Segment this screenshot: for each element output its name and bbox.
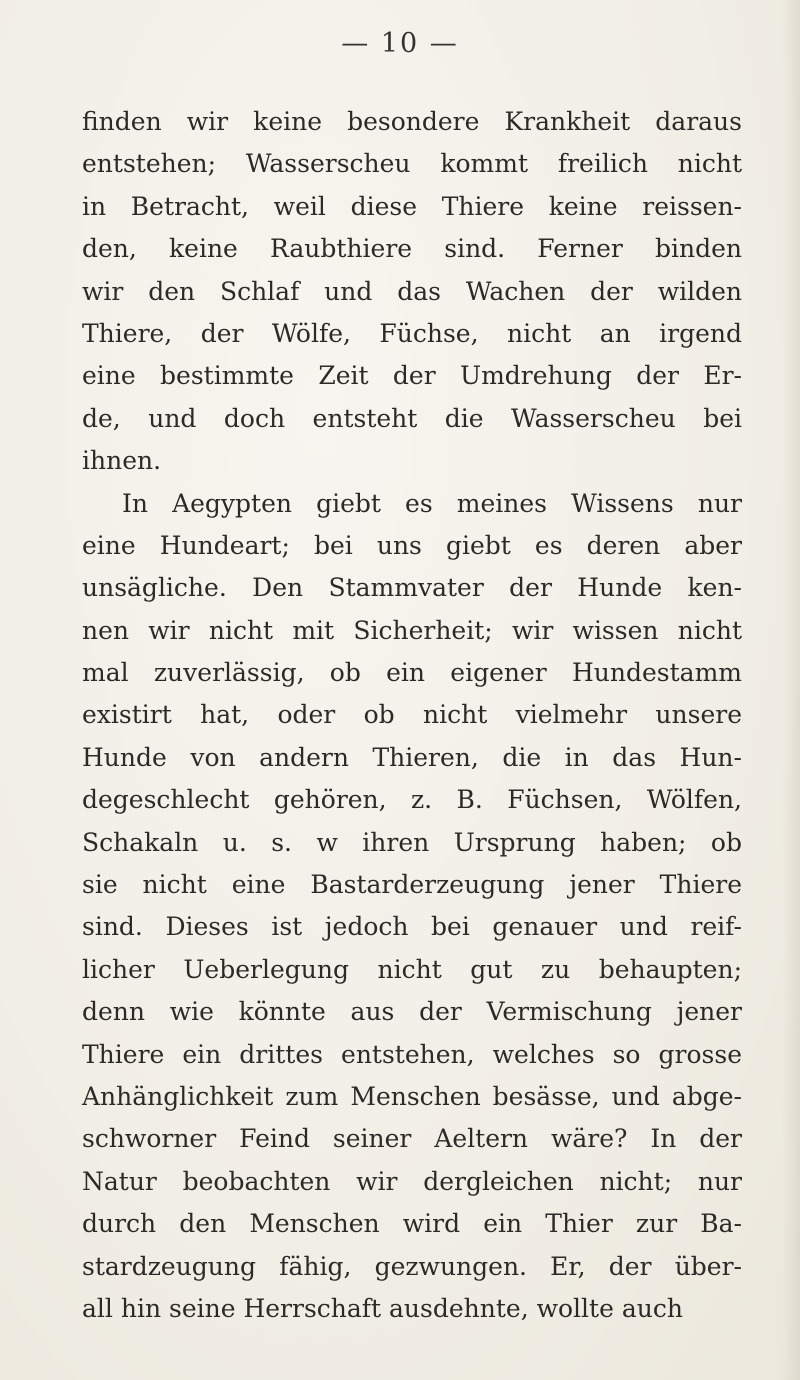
text-line: Thiere ein drittes entstehen, welches so grosse xyxy=(82,1039,742,1069)
text-line: sind. Dieses ist jedoch bei genauer und reif- xyxy=(82,912,742,942)
text-line: licher Ueberlegung nicht gut zu behaupten; xyxy=(82,954,742,984)
text-line: denn wie könnte aus der Vermischung jener xyxy=(82,997,742,1027)
text-line: eine Hundeart; bei uns giebt es deren aber xyxy=(82,530,742,560)
text-line: stardzeugung fähig, gezwungen. Er, der über- xyxy=(82,1251,742,1281)
text-line: nen wir nicht mit Sicherheit; wir wissen nicht xyxy=(82,615,742,645)
text-line: Anhänglichkeit zum Menschen besässe, und abge- xyxy=(82,1081,742,1111)
text-line: finden wir keine besondere Krankheit daraus xyxy=(82,107,742,136)
text-line: in Betracht, weil diese Thiere keine reissen- xyxy=(82,191,742,221)
text-line: den, keine Raubthiere sind. Ferner binden xyxy=(82,234,742,264)
text-line: degeschlecht gehören, z. B. Füchsen, Wölfen, xyxy=(82,785,742,815)
page-edge-shadow xyxy=(782,0,800,1380)
text-line: Hunde von andern Thieren, die in das Hun- xyxy=(82,742,742,772)
text-line: Schakaln u. s. w ihren Ursprung haben; ob xyxy=(82,827,742,857)
text-line: Natur beobachten wir dergleichen nicht; nur xyxy=(82,1166,742,1196)
body-text xyxy=(82,101,742,1330)
text-line: mal zuverlässig, ob ein eigener Hundestamm xyxy=(82,658,742,688)
text-line: unsägliche. Den Stammvater der Hunde ken- xyxy=(82,573,742,603)
text-line: de, und doch entsteht die Wasserscheu bei xyxy=(82,403,742,433)
text-line: ihnen. xyxy=(82,446,162,476)
text-line: schworner Feind seiner Aeltern wäre? In der xyxy=(82,1124,742,1154)
text-line: durch den Menschen wird ein Thier zur Ba- xyxy=(82,1209,742,1239)
text-line: Thiere, der Wölfe, Füchse, nicht an irgend xyxy=(82,318,742,348)
text-line: entstehen; Wasserscheu kommt freilich nicht xyxy=(82,149,742,179)
text-line: sie nicht eine Bastarderzeugung jener Thiere xyxy=(82,870,742,900)
text-line: all hin seine Herrschaft ausdehnte, wollte auch xyxy=(82,1293,683,1323)
text-line: wir den Schlaf und das Wachen der wilden xyxy=(82,276,742,306)
text-line: eine bestimmte Zeit der Umdrehung der Er- xyxy=(82,361,742,391)
text-line: existirt hat, oder ob nicht vielmehr unsere xyxy=(82,700,742,730)
page-number: — 10 — xyxy=(341,28,459,59)
text-line: In Aegypten giebt es meines Wissens nur xyxy=(122,488,742,518)
